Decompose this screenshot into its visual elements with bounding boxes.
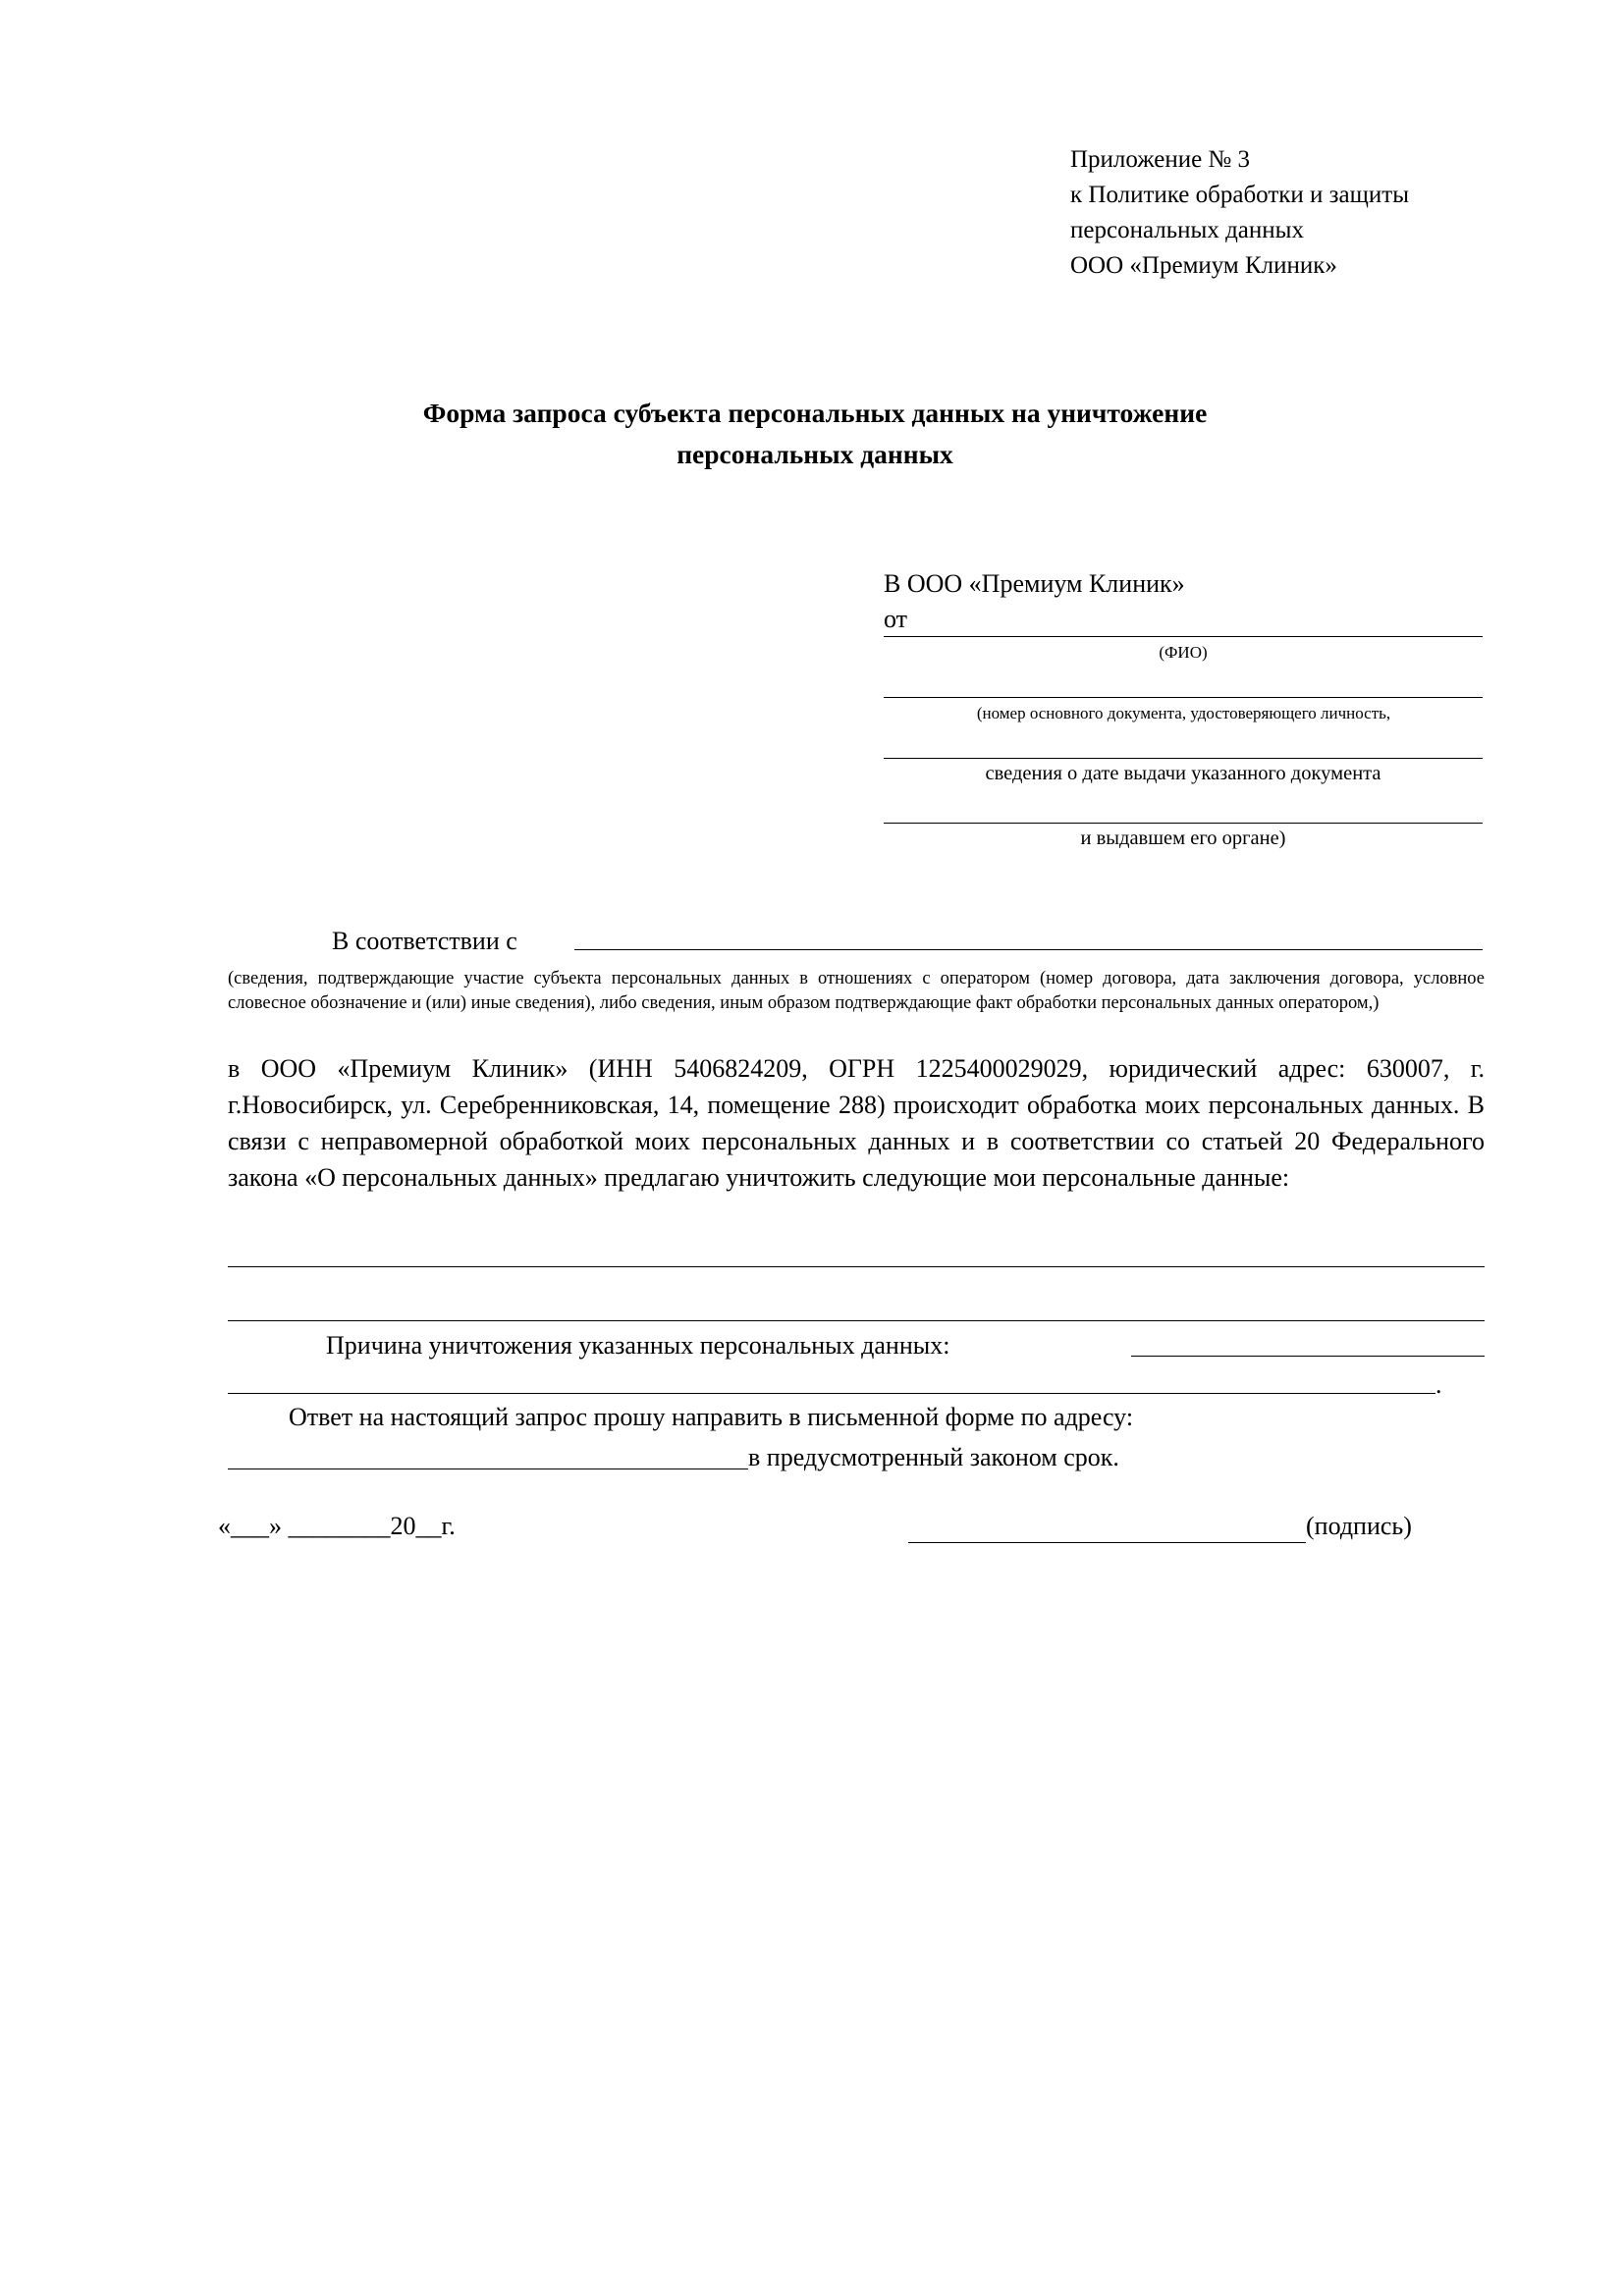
fio-input-line[interactable] <box>884 636 1483 637</box>
appendix-number: Приложение № 3 <box>1070 146 1251 173</box>
in-accordance-label: В соответствии с <box>332 927 517 955</box>
page-title <box>236 393 1394 475</box>
document-issuer-input-line[interactable] <box>884 823 1483 824</box>
appendix-header <box>1070 142 1532 284</box>
data-to-destroy-line-2[interactable] <box>228 1320 1485 1321</box>
reason-input-line-2[interactable] <box>228 1393 1435 1394</box>
page-title-line-1: Форма запроса субъекта персональных данных на уничтожение <box>422 398 1208 428</box>
main-paragraph: в ООО «Премиум Клиник» (ИНН 5406824209, ОГРН 1225400029029, юридический адрес: 630007, г. г.Новосибирск, ул. Серебренниковская, 14, помещение 288) происходит обработка моих персональных данных. В связи с неправомерной обработкой моих персональных данных и в соответствии со статьей 20 Федерального закона «О персональных данных» предлагаю уничтожить следующие мои персональные данные: <box>228 1054 1485 1192</box>
appendix-org-name: ООО «Премиум Клиник» <box>1070 252 1337 279</box>
answer-paragraph: Ответ на настоящий запрос прошу направить в письменной форме по адресу: <box>289 1403 1134 1431</box>
in-accordance-note: (сведения, подтверждающие участие субъекта персональных данных в отношениях с оператором (номер договора, дата заключения договора, условное словесное обозначение и (или) иные сведения), либо сведения, иным образом подтверждающие факт обработки персональных данных оператором,) <box>228 969 1485 1013</box>
data-to-destroy-line-1[interactable] <box>228 1266 1485 1267</box>
page-title-line-2: персональных данных <box>677 439 953 469</box>
date-line[interactable]: «___» ________20__г. <box>218 1512 456 1540</box>
signature-input-line[interactable] <box>908 1542 1306 1543</box>
reason-period: . <box>1435 1370 1442 1399</box>
in-accordance-input-line[interactable] <box>574 949 1483 950</box>
document-date-caption: сведения о дате выдачи указанного документа <box>985 763 1381 784</box>
document-date-input-line[interactable] <box>884 758 1483 759</box>
from-label: от <box>884 605 908 633</box>
appendix-policy-line-2: персональных данных <box>1070 217 1304 243</box>
addressee-block <box>884 569 1473 634</box>
appendix-policy-line-1: к Политике обработки и защиты <box>1070 182 1410 208</box>
addressee-org: В ООО «Премиум Клиник» <box>884 569 1185 598</box>
reason-label: Причина уничтожения указанных персональных данных: <box>326 1331 950 1360</box>
reason-input-line-1[interactable] <box>1131 1356 1485 1357</box>
signature-caption: (подпись) <box>1306 1512 1412 1540</box>
answer-tail: в предусмотренный законом срок. <box>748 1443 1119 1471</box>
answer-address-input-line[interactable] <box>228 1468 748 1469</box>
document-issuer-caption: и выдавшем его органе) <box>1080 828 1286 849</box>
document-number-input-line[interactable] <box>884 697 1483 698</box>
fio-caption: (ФИО) <box>1159 643 1208 662</box>
document-number-caption: (номер основного документа, удостоверяющего личность, <box>976 704 1391 722</box>
